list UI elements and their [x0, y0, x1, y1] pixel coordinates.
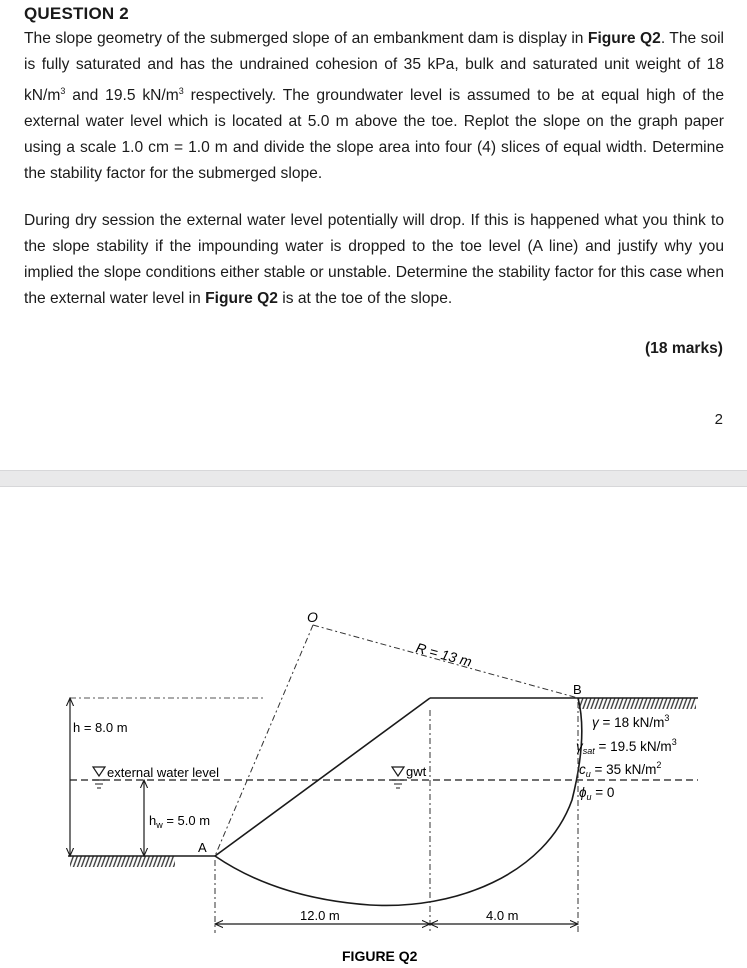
- figure-q2: [0, 487, 747, 968]
- label-radius: R = 13 m: [414, 639, 474, 670]
- hw-label: $h_w = 5.0$ m: [149, 813, 211, 830]
- figure-reference: Figure Q2: [587, 30, 661, 47]
- slope-face: [215, 698, 430, 856]
- prop-gamma: γ = 18 $kN/m^3$: [592, 713, 670, 730]
- gwt-symbol: [392, 767, 404, 788]
- external-water-level-symbol: [93, 767, 105, 788]
- prop-phi: $\phi_u = 0$: [579, 785, 615, 802]
- h-label: h = 8.0 m: [73, 720, 128, 735]
- question-paragraph-1: The slope geometry of the submerged slope of an embankment dam is display in Figure Q2. The soil is fully saturated and has the undrained cohesion of 35 kPa, bulk and saturated unit weight of 18 $kN/m^3$ and 19.5 $kN/m^3$ respectively. The groundwater level is assumed to be at equal high of the external water level which is located at 5.0 m above the toe. Replot the slope on the graph paper using a scale 1.0 cm = 1.0 m and divide the slope area into four (4) slices of equal width. Determine the stability factor for the submerged slope.: [24, 30, 724, 183]
- dimension-12m-label: 12.0 m: [300, 908, 340, 923]
- slip-circle-arc: [215, 698, 582, 905]
- document-page-1: [0, 0, 747, 470]
- question-paragraph-2: During dry session the external water level potentially will drop. If this is happened what you think to the slope stability if the impounding water is dropped to the toe level (A line) and justify why you implied the slope conditions either stable or unstable. Determine the stability factor for this case when the external water level in Figure Q2 is at the toe of the slope.: [24, 212, 724, 307]
- page-break: [0, 470, 747, 487]
- figure-reference: Figure Q2: [205, 290, 278, 307]
- question-heading: QUESTION 2: [24, 4, 129, 23]
- marks-label: (18 marks): [644, 340, 723, 357]
- radius-line-oa: [215, 625, 313, 856]
- page-number: 2: [714, 411, 723, 428]
- external-water-level-label: external water level: [107, 765, 219, 780]
- figure-caption: FIGURE Q2: [342, 948, 418, 964]
- gwt-label: gwt: [406, 764, 427, 779]
- ground-hatch-left: [70, 856, 175, 867]
- document-page-2: [0, 487, 747, 968]
- label-b: B: [573, 682, 582, 697]
- ground-hatch-right: [578, 698, 696, 709]
- prop-cu: $c_u = 35$ $kN/m^2$: [579, 760, 662, 779]
- label-a: A: [198, 840, 207, 855]
- dimension-4m-label: 4.0 m: [486, 908, 519, 923]
- prop-gamma-sat: $\gamma_{sat} = 19.5$ $kN/m^3$: [576, 737, 677, 756]
- label-o: O: [307, 609, 318, 625]
